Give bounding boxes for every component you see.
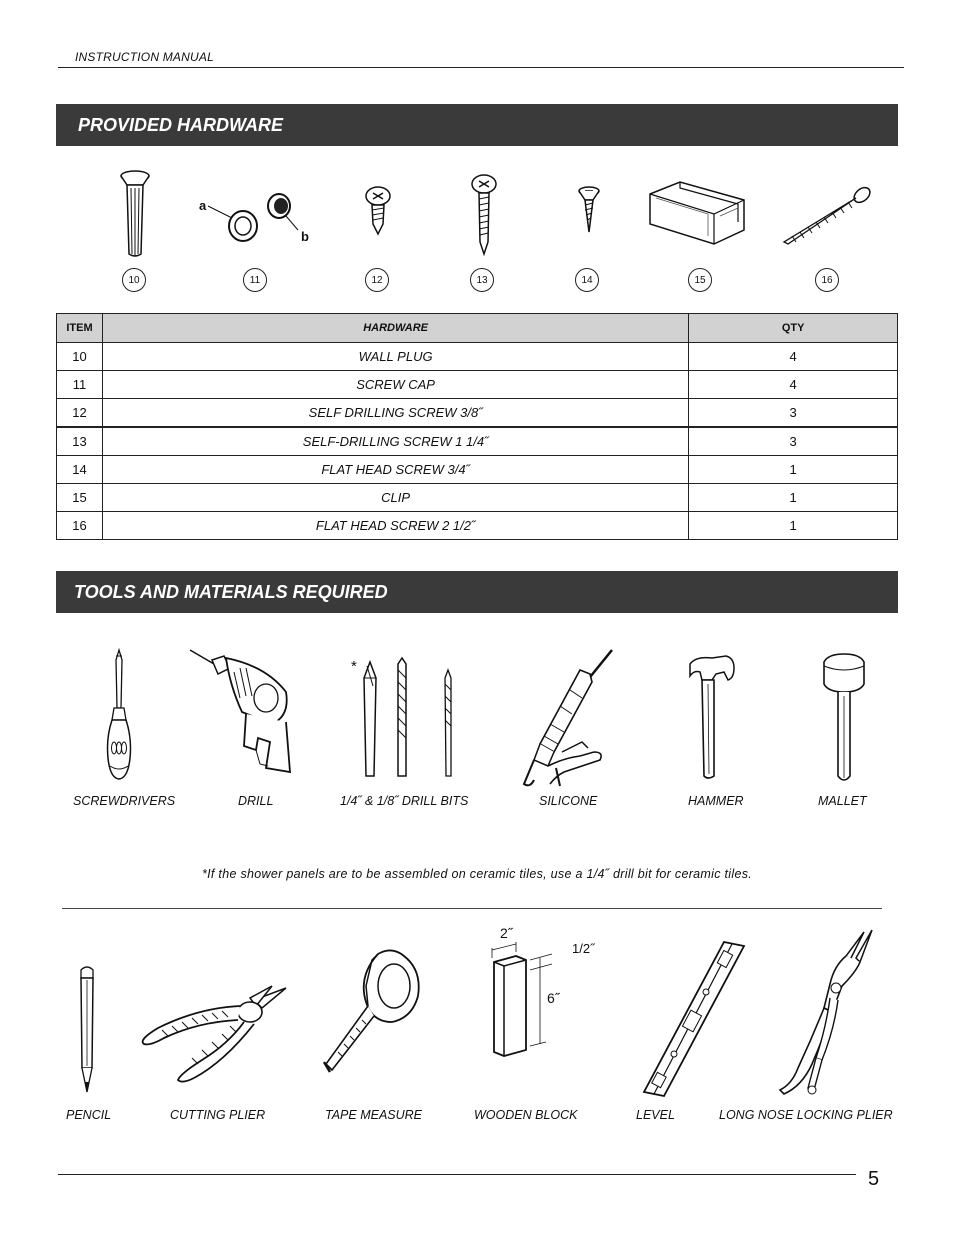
column-header-qty: QTY xyxy=(689,314,898,343)
table-row xyxy=(57,371,898,399)
qty-cell: 1 xyxy=(689,512,898,540)
drill-icon xyxy=(186,646,294,774)
page-number: 5 xyxy=(868,1168,880,1190)
hardware-number-14: 14 xyxy=(575,268,599,292)
item-cell: 11 xyxy=(57,371,103,399)
hardware-cell: SELF DRILLING SCREW 3/8˝ xyxy=(102,399,688,428)
hardware-cell: FLAT HEAD SCREW 2 1/2˝ xyxy=(102,512,688,540)
section-title-tools: TOOLS AND MATERIALS REQUIRED xyxy=(56,571,898,613)
label-drill: DRILL xyxy=(238,794,274,808)
item-cell: 10 xyxy=(57,343,103,371)
flat-head-screw-short-icon xyxy=(578,186,600,236)
label-long-nose-plier: LONG NOSE LOCKING PLIER xyxy=(719,1108,893,1122)
tape-measure-icon xyxy=(322,946,426,1072)
self-drilling-screw-short-icon xyxy=(364,186,392,236)
item-cell: 16 xyxy=(57,512,103,540)
label-wooden-block: WOODEN BLOCK xyxy=(474,1108,578,1122)
item-cell: 12 xyxy=(57,399,103,428)
label-cutting-plier: CUTTING PLIER xyxy=(170,1108,266,1122)
qty-cell: 1 xyxy=(689,456,898,484)
wall-plug-icon xyxy=(117,170,153,258)
block-width-label: 2˝ xyxy=(500,925,513,941)
hardware-number-13: 13 xyxy=(470,268,494,292)
item-cell: 14 xyxy=(57,456,103,484)
table-row xyxy=(57,399,898,428)
block-thickness-label: 1/2˝ xyxy=(572,941,595,956)
mallet-icon xyxy=(818,652,870,786)
hammer-icon xyxy=(686,654,738,780)
cap-label-b: b xyxy=(301,229,309,244)
table-row xyxy=(57,512,898,540)
flat-head-screw-long-icon xyxy=(778,184,874,248)
hardware-cell: SELF-DRILLING SCREW 1 1/4˝ xyxy=(102,427,688,456)
item-cell: 15 xyxy=(57,484,103,512)
hardware-cell: WALL PLUG xyxy=(102,343,688,371)
footer-divider xyxy=(58,1174,856,1175)
table-row xyxy=(57,343,898,371)
label-screwdrivers: SCREWDRIVERS xyxy=(73,794,176,808)
qty-cell: 4 xyxy=(689,371,898,399)
qty-cell: 3 xyxy=(689,399,898,428)
qty-cell: 4 xyxy=(689,343,898,371)
block-height-label: 6˝ xyxy=(547,990,560,1006)
section-title-hardware: PROVIDED HARDWARE xyxy=(56,104,898,146)
silicone-gun-icon xyxy=(520,648,614,790)
level-icon xyxy=(640,940,750,1100)
label-pencil: PENCIL xyxy=(66,1108,112,1122)
cutting-plier-icon xyxy=(138,984,288,1084)
screwdriver-icon xyxy=(102,648,136,782)
label-silicone: SILICONE xyxy=(539,794,598,808)
wooden-block-icon xyxy=(486,940,556,1058)
label-level: LEVEL xyxy=(636,1108,675,1122)
clip-icon xyxy=(644,178,748,250)
hardware-number-10: 10 xyxy=(122,268,146,292)
screw-cap-icon xyxy=(198,188,308,248)
long-nose-locking-plier-icon xyxy=(772,928,878,1098)
hardware-cell: SCREW CAP xyxy=(102,371,688,399)
column-header-item: ITEM xyxy=(57,314,103,343)
hardware-table xyxy=(56,313,898,540)
table-header-row xyxy=(57,314,898,343)
hardware-cell: CLIP xyxy=(102,484,688,512)
cap-label-a: a xyxy=(199,198,207,213)
drill-bits-icon xyxy=(358,656,458,780)
drill-bit-asterisk: * xyxy=(351,658,357,675)
hardware-number-11: 11 xyxy=(243,268,267,292)
label-drill-bits: 1/4˝ & 1/8˝ DRILL BITS xyxy=(340,794,469,808)
label-tape-measure: TAPE MEASURE xyxy=(325,1108,423,1122)
qty-cell: 3 xyxy=(689,427,898,456)
hardware-number-12: 12 xyxy=(365,268,389,292)
label-hammer: HAMMER xyxy=(688,794,744,808)
label-mallet: MALLET xyxy=(818,794,867,808)
qty-cell: 1 xyxy=(689,484,898,512)
table-row xyxy=(57,484,898,512)
table-row xyxy=(57,427,898,456)
manual-header: INSTRUCTION MANUAL xyxy=(75,50,214,64)
ceramic-tile-note: *If the shower panels are to be assembled on ceramic tiles, use a 1/4˝ drill bit for ceramic tiles. xyxy=(201,867,753,881)
hardware-cell: FLAT HEAD SCREW 3/4˝ xyxy=(102,456,688,484)
tools-divider xyxy=(62,908,882,909)
item-cell: 13 xyxy=(57,427,103,456)
hardware-number-16: 16 xyxy=(815,268,839,292)
pencil-icon xyxy=(76,964,98,1094)
hardware-number-15: 15 xyxy=(688,268,712,292)
column-header-hardware: HARDWARE xyxy=(102,314,688,343)
header-divider xyxy=(58,67,904,68)
self-drilling-screw-long-icon xyxy=(470,174,498,256)
table-row xyxy=(57,456,898,484)
